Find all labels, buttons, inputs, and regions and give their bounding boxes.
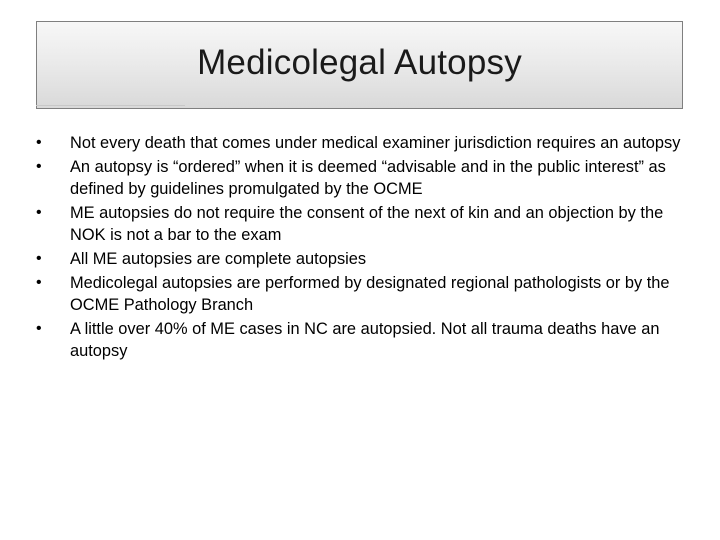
- bullet-text: ME autopsies do not require the consent of the next of kin and an objection by the NOK is not a bar to the exam: [70, 204, 664, 244]
- bullet-item: [36, 272, 686, 316]
- bullet-item: [36, 202, 686, 246]
- bullet-item: [36, 132, 686, 154]
- bullet-list: [36, 132, 686, 364]
- bullet-text: Not every death that comes under medical examiner jurisdiction requires an autopsy: [70, 134, 681, 152]
- bullet-icon: •: [36, 320, 42, 337]
- title-divider: [36, 105, 185, 106]
- bullet-text: An autopsy is “ordered” when it is deemed “advisable and in the public interest” as defined by guidelines promulgated by the OCME: [70, 158, 666, 198]
- bullet-item: [36, 318, 686, 362]
- bullet-text: Medicolegal autopsies are performed by designated regional pathologists or by the OCME Pathology Branch: [70, 274, 670, 314]
- bullet-text: A little over 40% of ME cases in NC are autopsied. Not all trauma deaths have an autopsy: [70, 320, 660, 360]
- bullet-icon: •: [36, 274, 42, 291]
- bullet-icon: •: [36, 134, 42, 151]
- bullet-item: [36, 156, 686, 200]
- bullet-icon: •: [36, 158, 42, 175]
- bullet-item: [36, 248, 686, 270]
- title-box: [36, 21, 683, 109]
- bullet-icon: •: [36, 250, 42, 267]
- bullet-text: All ME autopsies are complete autopsies: [70, 250, 367, 268]
- slide-title: Medicolegal Autopsy: [197, 43, 522, 82]
- bullet-icon: •: [36, 204, 42, 221]
